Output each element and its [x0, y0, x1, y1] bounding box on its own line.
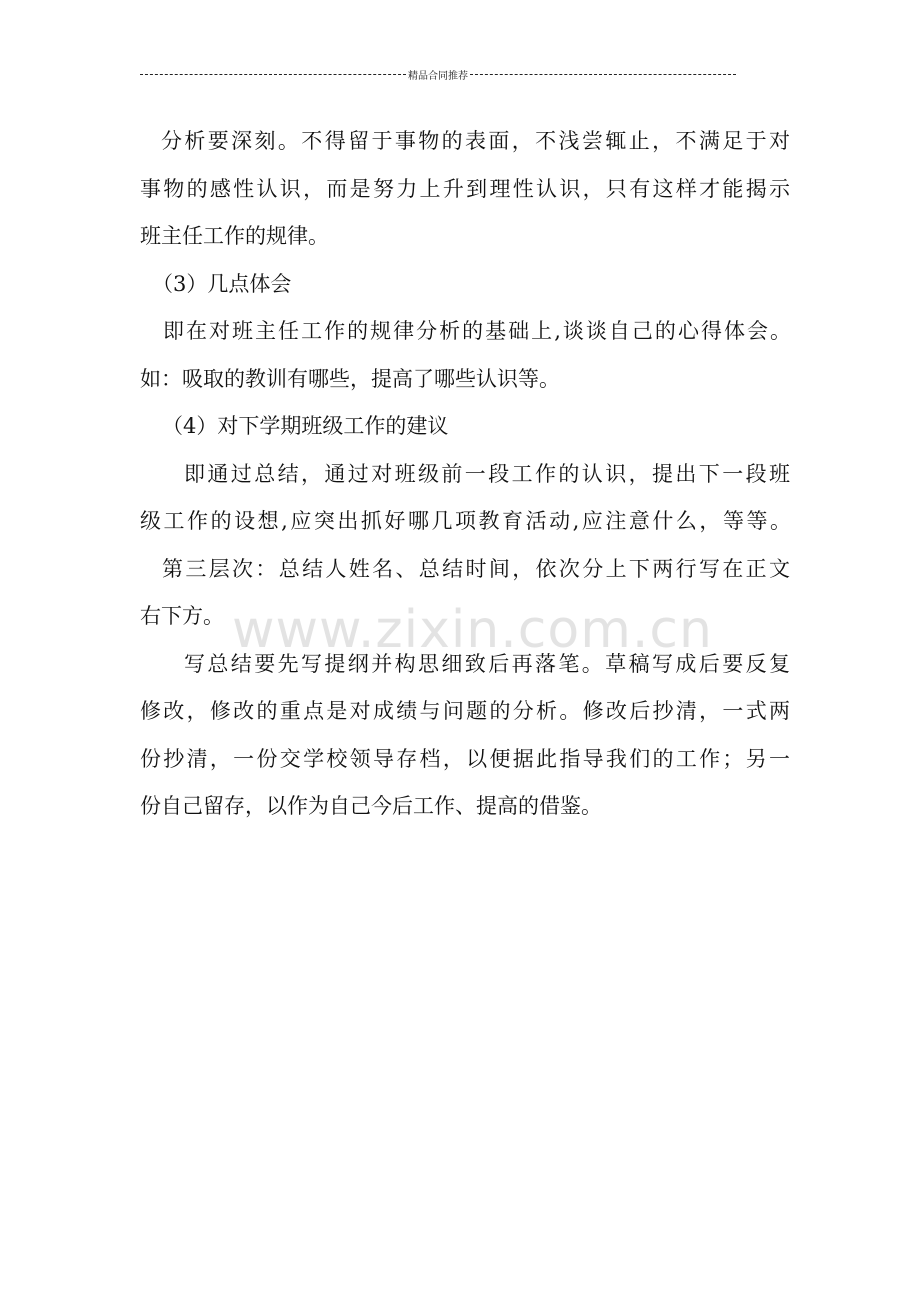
section-heading: [140, 403, 790, 451]
heading-line: （3）几点体会: [152, 271, 292, 296]
text-line: 修改，修改的重点是对成绩与问题的分析。修改后抄清，一式两: [140, 699, 790, 723]
text-line: 第三层次：总结人姓名、总结时间，依次分上下两行写在正文: [162, 556, 790, 581]
text-line: 即在对班主任工作的规律分析的基础上,谈谈自己的心得体会。: [163, 319, 790, 343]
text-line: 即通过总结，通过对班级前一段工作的认识，提出下一段班: [184, 461, 790, 486]
text-line: 份抄清，一份交学校领导存档，以便据此指导我们的工作；另一: [140, 746, 790, 771]
header-dash-right: [470, 74, 736, 75]
text-line: 如：吸取的教训有哪些，提高了哪些认识等。: [140, 366, 560, 391]
text-line: 分析要深刻。不得留于事物的表面，不浅尝辄止，不满足于对: [161, 129, 790, 153]
watermark: www.zixin.com.cn: [232, 600, 713, 660]
page-header: [140, 66, 736, 82]
header-dash-left: [140, 74, 406, 75]
paragraph: [140, 118, 790, 261]
text-line: 级工作的设想,应突出抓好哪几项教育活动,应注意什么，等等。: [140, 509, 790, 533]
document-body: [140, 118, 790, 831]
paragraph: [140, 451, 790, 546]
paragraph: [140, 546, 790, 641]
text-line: 事物的感性认识，而是努力上升到理性认识，只有这样才能揭示: [140, 176, 790, 201]
text-line: 份自己留存，以作为自己今后工作、提高的借鉴。: [140, 794, 602, 818]
paragraph: [140, 308, 790, 403]
text-line: 写总结要先写提纲并构思细致后再落笔。草稿写成后要反复: [184, 651, 790, 676]
heading-line: （4）对下学期班级工作的建议: [162, 414, 449, 438]
header-label: 精品合同推荐: [408, 70, 468, 82]
text-line: 班主任工作的规律。: [140, 224, 329, 248]
paragraph: [140, 641, 790, 831]
text-line: 右下方。: [140, 604, 224, 628]
section-heading: [140, 261, 790, 309]
